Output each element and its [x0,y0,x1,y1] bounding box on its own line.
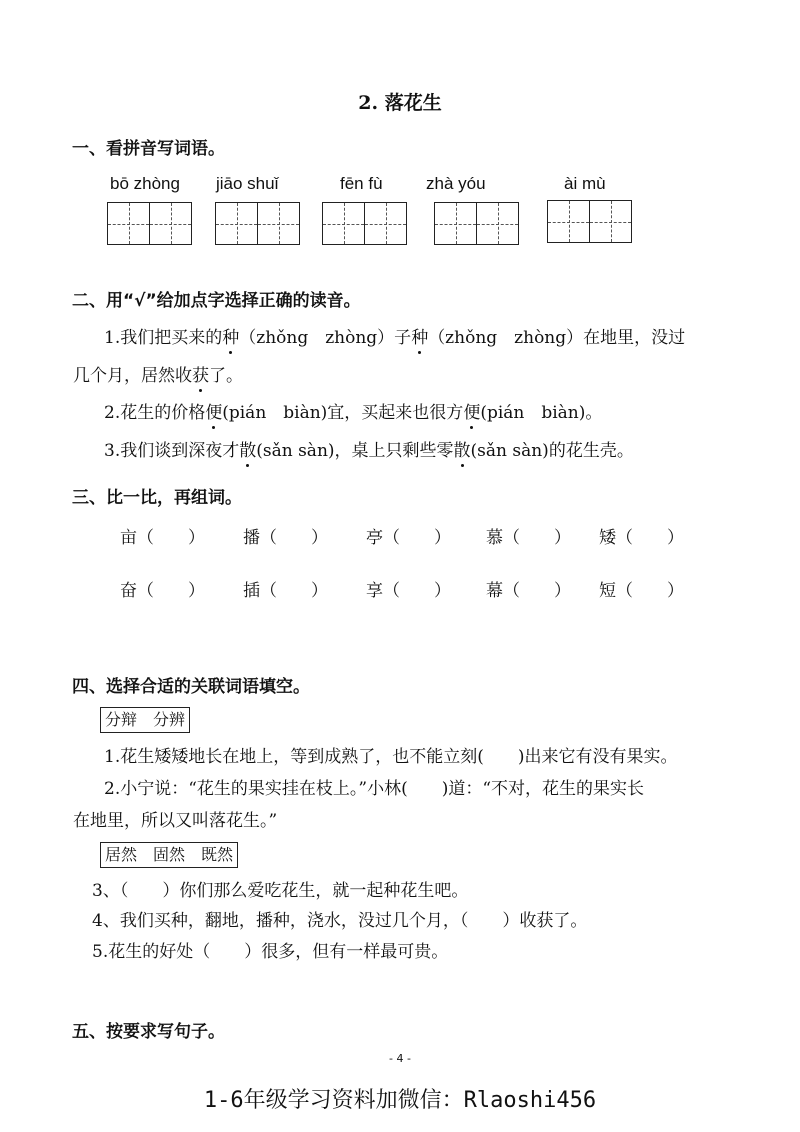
pinyin-4: zhà yóu [426,174,486,193]
dotted-char: 便 [463,398,480,423]
pinyin-1: bō zhòng [110,174,180,193]
question-4-5: 5.花生的好处（ ）很多，但有一样最可贵。 [92,942,449,962]
question-2-2 [104,398,602,423]
compare-item[interactable]: 幕（ ） [486,581,571,601]
writing-box-1[interactable] [107,202,192,245]
dotted-char: 便 [205,398,222,423]
dotted-char: 获 [192,361,209,386]
q2-text-a: 2.花生的价格 [104,403,206,423]
question-2-1-line1 [104,323,685,348]
dotted-char: 散 [239,436,256,461]
writing-box-4[interactable] [434,202,519,245]
q1-cont-b: 了。 [209,366,243,386]
word-choice-box-1: 分辩 分辨 [100,707,190,733]
pinyin-5: ài mù [564,174,606,193]
page-title: 2. 落花生 [358,92,442,114]
dotted-char: 种 [222,323,239,348]
compare-item[interactable]: 慕（ ） [486,528,571,548]
q2-text-c: (pián biàn)。 [480,403,603,423]
question-2-1-line2 [73,361,243,386]
q2-text-b: (pián biàn)宜，买起来也很方 [222,403,464,423]
compare-item[interactable]: 亭（ ） [366,528,451,548]
compare-item[interactable]: 矮（ ） [599,528,684,548]
section-3-heading: 三、比一比，再组词。 [72,488,242,508]
compare-item[interactable]: 短（ ） [599,581,684,601]
writing-box-5[interactable] [547,200,632,243]
footer-note: 1-6年级学习资料加微信：Rlaoshi456 [203,1088,597,1113]
section-1-heading: 一、看拼音写词语。 [72,139,225,159]
compare-item[interactable]: 奋（ ） [120,581,205,601]
writing-box-3[interactable] [322,202,407,245]
dotted-char: 种 [411,323,428,348]
q1-text-b: （zhǒng zhòng）子 [239,328,412,348]
q3-text-c: (sǎn sàn)的花生壳。 [470,441,634,461]
section-2-heading: 二、用“√”给加点字选择正确的读音。 [72,291,361,311]
question-4-1: 1.花生矮矮地长在地上，等到成熟了，也不能立刻( )出来它有没有果实。 [104,747,678,767]
question-4-2-line1: 2.小宁说：“花生的果实挂在枝上。”小林( )道：“不对，花生的果实长 [104,779,645,799]
compare-item[interactable]: 享（ ） [366,581,451,601]
q1-cont-a: 几个月，居然收 [73,366,192,386]
question-2-3 [104,436,634,461]
q1-text-c: （zhǒng zhòng）在地里，没过 [428,328,686,348]
section-5-heading: 五、按要求写句子。 [72,1022,225,1042]
question-4-4: 4、我们买种，翻地，播种，浇水，没过几个月，（ ）收获了。 [92,911,588,931]
compare-item[interactable]: 亩（ ） [120,528,205,548]
question-4-2-line2: 在地里，所以又叫落花生。” [73,811,278,831]
page-number: - 4 - [389,1052,411,1065]
section-4-heading: 四、选择合适的关联词语填空。 [72,677,310,697]
q1-text-a: 1.我们把买来的 [104,328,223,348]
q3-text-b: (sǎn sàn)，桌上只剩些零 [256,441,454,461]
q3-text-a: 3.我们谈到深夜才 [104,441,240,461]
word-choice-box-2: 居然 固然 既然 [100,842,238,868]
dotted-char: 散 [454,436,471,461]
compare-item[interactable]: 播（ ） [243,528,328,548]
pinyin-3: fēn fù [340,174,383,193]
writing-box-2[interactable] [215,202,300,245]
question-4-3: 3、（ ）你们那么爱吃花生，就一起种花生吧。 [92,881,469,901]
pinyin-2: jiāo shuǐ [216,174,279,193]
compare-item[interactable]: 插（ ） [243,581,328,601]
